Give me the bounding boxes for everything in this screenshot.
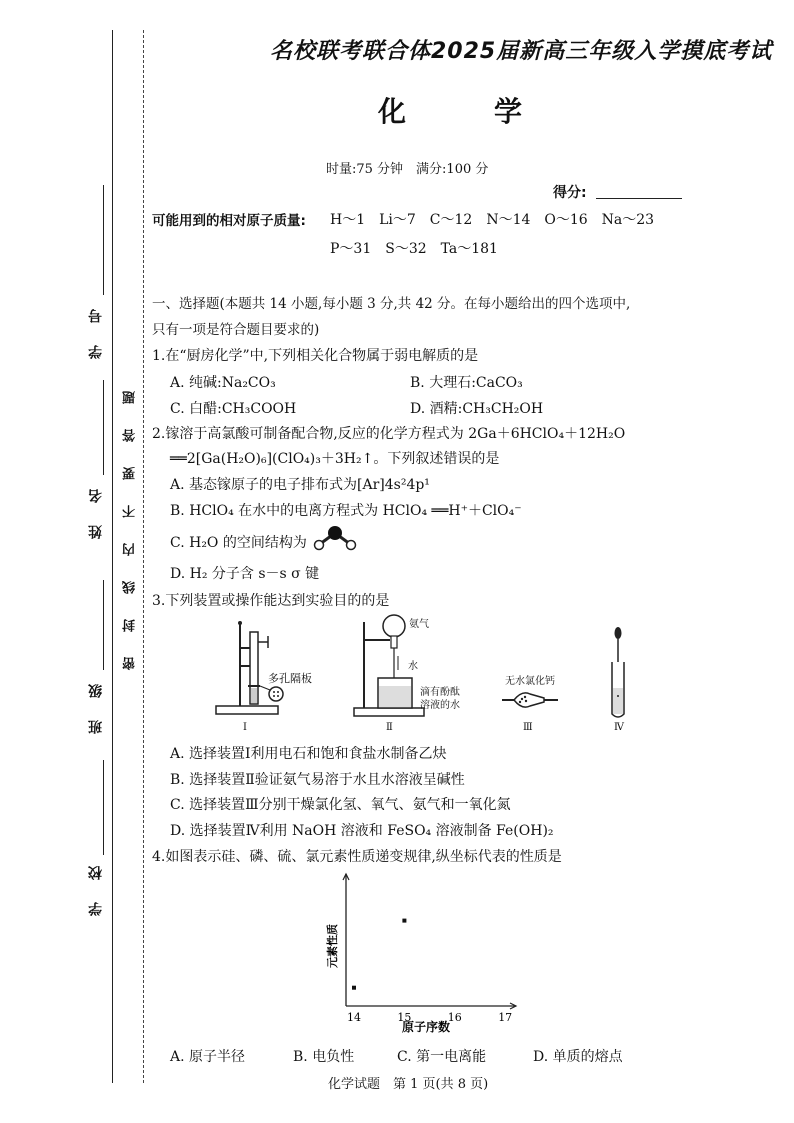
school-label: 学 校 [88, 862, 104, 916]
chart-x-tick-label: 15 [397, 1011, 412, 1024]
number-label: 学 号 [88, 305, 104, 359]
water-molecule-icon [312, 524, 358, 552]
q4-option-c[interactable]: C. 第一电离能 [397, 1049, 487, 1065]
school-blank [103, 760, 104, 855]
q3-option-b[interactable]: B. 选择装置Ⅱ验证氨气易溶于水且水溶液呈碱性 [170, 772, 465, 788]
q2-stem-line2: ══2[Ga(H₂O)₆](ClO₄)₃＋3H₂↑。下列叙述错误的是 [170, 451, 500, 467]
score-label: 得分: [553, 185, 587, 201]
ammonia-label: 氨气 [409, 619, 429, 630]
score-blank[interactable] [596, 198, 682, 199]
q3-option-d[interactable]: D. 选择装置Ⅳ利用 NaOH 溶液和 FeSO₄ 溶液制备 Fe(OH)₂ [170, 823, 554, 839]
q4-option-d[interactable]: D. 单质的熔点 [533, 1049, 623, 1065]
q3-option-c[interactable]: C. 选择装置Ⅲ分别干燥氯化氢、氧气、氨气和一氧化氮 [170, 797, 511, 813]
subject-title: 化 学 [378, 95, 553, 128]
q4-option-b[interactable]: B. 电负性 [293, 1049, 355, 1065]
q4-option-a[interactable]: A. 原子半径 [170, 1049, 246, 1065]
atomic-mass-line2: P～31 S～32 Ta～181 [330, 241, 498, 257]
q2-option-b[interactable]: B. HClO₄ 在水中的电离方程式为 HClO₄ ══H⁺＋ClO₄⁻ [170, 503, 522, 519]
phenolphthalein-label-1: 滴有酚酞 [420, 687, 460, 698]
apparatus-iv-diagram [608, 626, 628, 722]
class-label: 班 级 [88, 680, 104, 734]
apparatus-i-diagram [210, 618, 325, 720]
phenolphthalein-label-2: 溶液的水 [420, 700, 460, 711]
chart-points [352, 919, 406, 990]
porous-plate-label: 多孔隔板 [268, 672, 312, 685]
binding-line-outer [112, 30, 113, 1083]
atomic-mass-line1: H～1 Li～7 C～12 N～14 O～16 Na～23 [330, 212, 655, 228]
q2-stem-line1: 2.镓溶于高氯酸可制备配合物,反应的化学方程式为 2Ga＋6HClO₄＋12H₂O [152, 426, 626, 442]
q3-stem: 3.下列装置或操作能达到实验目的的是 [152, 593, 390, 609]
chart-ylabel: 元素性质 [326, 924, 339, 968]
chart-point [402, 919, 406, 923]
apparatus-i-label: Ⅰ [243, 722, 247, 733]
q1-option-a[interactable]: A. 纯碱:Na₂CO₃ [170, 375, 276, 391]
apparatus-ii-label: Ⅱ [386, 722, 393, 733]
class-blank [103, 580, 104, 670]
chart-axes [343, 874, 516, 1009]
chart-x-tick-label: 14 [347, 1011, 361, 1024]
q1-option-c[interactable]: C. 白醋:CH₃COOH [170, 401, 297, 417]
q3-option-a[interactable]: A. 选择装置Ⅰ利用电石和饱和食盐水制备乙炔 [170, 746, 447, 762]
apparatus-iii-label: Ⅲ [523, 722, 533, 733]
section1-line1: 一、选择题(本题共 14 小题,每小题 3 分,共 42 分。在每小题给出的四个选项中, [152, 296, 631, 312]
atomic-mass-label: 可能用到的相对原子质量: [152, 213, 306, 229]
chart-x-tick-label: 17 [498, 1011, 513, 1024]
chart-point [352, 986, 356, 990]
number-blank [103, 185, 104, 295]
q2-option-a[interactable]: A. 基态镓原子的电子排布式为[Ar]4s²4p¹ [170, 477, 430, 493]
apparatus-iii-diagram [500, 688, 560, 712]
seal-notice: 密 封 线 内 不 要 答 题 [123, 385, 138, 670]
binding-line-inner [143, 30, 144, 1083]
exam-title: 名校联考联合体2025届新高三年级入学摸底考试 [270, 39, 773, 64]
q1-option-b[interactable]: B. 大理石:CaCO₃ [410, 375, 523, 391]
q2-option-c[interactable]: C. H₂O 的空间结构为 [170, 535, 307, 551]
q2-option-d[interactable]: D. H₂ 分子含 s－s σ 键 [170, 566, 320, 582]
time-info: 时量:75 分钟 满分:100 分 [326, 162, 489, 177]
apparatus-iv-label: Ⅳ [614, 722, 624, 733]
chart-xlabel: 原子序数 [401, 1020, 451, 1034]
name-blank [103, 380, 104, 475]
page-footer: 化学试题 第 1 页(共 8 页) [328, 1077, 489, 1092]
chart-x-tick-label: 16 [447, 1011, 462, 1024]
q1-option-d[interactable]: D. 酒精:CH₃CH₂OH [410, 401, 544, 417]
q4-chart [322, 868, 522, 1038]
cacl2-label: 无水氯化钙 [505, 676, 555, 687]
q4-stem: 4.如图表示硅、磷、硫、氯元素性质递变规律,纵坐标代表的性质是 [152, 849, 562, 865]
water-label: 水 [408, 661, 418, 672]
q1-stem: 1.在“厨房化学”中,下列相关化合物属于弱电解质的是 [152, 348, 479, 364]
section1-line2: 只有一项是符合题目要求的) [152, 322, 320, 338]
name-label: 姓 名 [88, 485, 104, 539]
